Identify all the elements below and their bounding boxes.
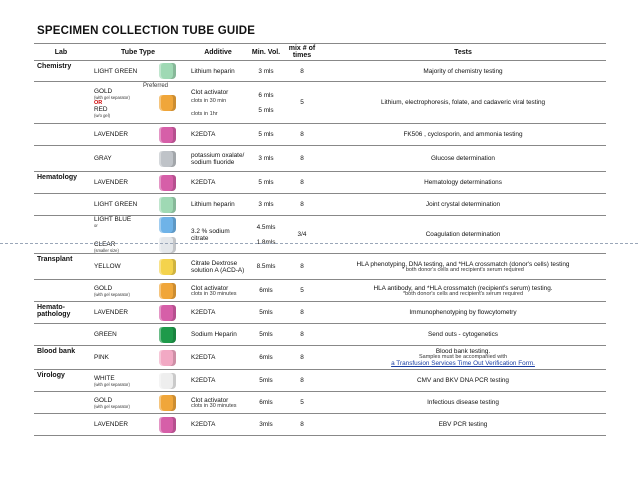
or-label: OR <box>94 99 103 106</box>
tube-type-cell <box>88 254 146 280</box>
tests-text: Immunophenotyping by flowcytometry <box>409 309 517 316</box>
min-vol-cell <box>248 370 284 392</box>
tube-cap-cell <box>146 370 188 392</box>
min-vol-cell <box>248 194 284 216</box>
tube-cap-cell <box>146 216 188 254</box>
divider-line <box>0 243 638 244</box>
additive-name: potassium oxalate/ sodium fluoride <box>191 151 245 166</box>
tests-cell <box>320 392 606 414</box>
tube-cap-cell <box>146 324 188 346</box>
tube-cap-cell <box>146 61 188 82</box>
additive-note: clots in 30 minutes <box>191 290 237 297</box>
tube-cap-icon <box>159 350 176 366</box>
tube-cap-icon <box>159 151 176 167</box>
additive-name: Lithium heparin <box>191 67 235 75</box>
table-row <box>34 346 606 370</box>
tests-text: FK506 , cyclosporin, and ammonia testing <box>403 131 523 138</box>
tube-type-cell <box>88 216 146 254</box>
additive-cell <box>188 370 248 392</box>
verification-form-link[interactable]: a Transfusion Services Time Out Verification Form. <box>391 360 535 367</box>
additive-name: Citrate Dextrose solution A (ACD-A) <box>191 259 245 274</box>
tests-text: Hematology determinations <box>424 179 502 186</box>
tests-text: CMV and BKV DNA PCR testing <box>417 377 509 384</box>
tests-text: EBV PCR testing <box>438 421 488 428</box>
tube-cap-icon <box>159 63 176 79</box>
tests-note: *both donor's cells and recipient's serum required <box>402 290 524 297</box>
tests-cell <box>320 82 606 124</box>
lab-cell <box>34 194 88 216</box>
tube-sub-note: (w/o gel) <box>94 112 111 118</box>
tube-type-cell <box>88 82 168 124</box>
min-vol-value: 3 mls <box>258 67 274 75</box>
table-row <box>34 216 606 254</box>
header-tests: Tests <box>320 44 606 61</box>
tube-type-cell <box>88 124 146 146</box>
table-row <box>34 280 606 302</box>
min-vol-cell <box>248 61 284 82</box>
lab-cell <box>34 146 88 172</box>
lab-cell: Hematology <box>34 172 88 194</box>
tests-text: Infectious disease testing <box>427 399 499 406</box>
tests-cell <box>320 302 606 324</box>
header-additive: Additive <box>188 44 248 61</box>
tests-cell <box>320 194 606 216</box>
tube-name: YELLOW <box>94 263 121 270</box>
table-body <box>34 61 606 436</box>
tests-text: HLA antibody, and *HLA crossmatch (recipient's serum) testing. <box>373 284 553 292</box>
mix-count-cell: 5 <box>284 280 320 302</box>
table-row <box>34 61 606 82</box>
lab-cell <box>34 324 88 346</box>
tube-cap-icon <box>159 175 176 191</box>
tube-sub-note: (with gel separator) <box>94 381 130 387</box>
lab-cell: Blood bank <box>34 346 88 370</box>
tube-cap-cell <box>146 172 188 194</box>
tests-cell <box>320 61 606 82</box>
tube-type-cell <box>88 280 146 302</box>
tube-sub-note: (with gel separator) <box>94 403 130 409</box>
additive-cell <box>188 194 248 216</box>
tube-cap-cell <box>146 414 188 436</box>
tube-sub-note: (with gel separator) <box>94 94 130 100</box>
mix-count-cell: 8 <box>284 370 320 392</box>
tube-cap-icon <box>159 259 176 275</box>
lab-cell <box>34 82 88 124</box>
tube-cap-icon <box>159 95 176 111</box>
tests-cell <box>320 124 606 146</box>
tube-name: LAVENDER <box>94 131 128 138</box>
header-tube-type: Tube Type <box>88 44 188 61</box>
min-vol-value: 5 mls <box>258 131 274 138</box>
tube-name: LIGHT GREEN <box>94 67 138 75</box>
tests-cell <box>320 254 606 280</box>
tube-cap-cell <box>146 146 188 172</box>
tube-cap-cell <box>146 124 188 146</box>
additive-cell <box>188 392 248 414</box>
additive-note: clots in 30 min <box>191 97 227 104</box>
min-vol-cell <box>248 82 284 124</box>
table-row <box>34 414 606 436</box>
tests-note: Samples must be accompanied with <box>418 354 508 360</box>
min-vol-cell <box>248 302 284 324</box>
tube-cap-icon <box>159 373 176 389</box>
min-vol-cell <box>248 392 284 414</box>
tube-type-cell <box>88 392 146 414</box>
mix-count-cell: 8 <box>284 346 320 370</box>
header-row <box>34 44 606 61</box>
tube-type-cell <box>88 302 146 324</box>
additive-cell <box>188 172 248 194</box>
min-vol-cell <box>248 146 284 172</box>
min-vol-value: 3mls <box>259 421 273 428</box>
table-row <box>34 370 606 392</box>
tube-cap-icon <box>159 417 176 433</box>
tube-cap-icon <box>159 197 176 213</box>
tests-cell <box>320 346 606 370</box>
table-row <box>34 254 606 280</box>
tube-type-cell <box>88 61 146 82</box>
mix-count-cell: 3/4 <box>284 216 320 254</box>
min-vol-value: 8.5mls <box>256 263 276 270</box>
mix-count-cell: 5 <box>284 392 320 414</box>
tests-cell <box>320 216 606 254</box>
min-vol-cell <box>248 324 284 346</box>
tube-type-cell <box>88 370 146 392</box>
tube-name: LAVENDER <box>94 179 128 186</box>
tube-type-cell <box>88 194 146 216</box>
table-row <box>34 82 606 124</box>
tube-name: LIGHT BLUE <box>94 216 132 223</box>
mix-count-cell: 8 <box>284 172 320 194</box>
min-vol-value: 6mls <box>259 287 273 294</box>
tube-name: PINK <box>94 354 109 361</box>
additive-name: Clot activator <box>191 396 229 404</box>
lab-cell: Virology <box>34 370 88 392</box>
min-vol-cell <box>248 216 284 254</box>
additive-name: Clot activator <box>191 284 229 292</box>
additive-cell <box>188 124 248 146</box>
min-vol-value: 6mls <box>259 354 273 361</box>
tube-type-cell <box>88 346 146 370</box>
min-vol-value: 5 mls <box>258 106 274 114</box>
additive-name: Lithium heparin <box>191 201 235 208</box>
tube-cap-cell <box>146 392 188 414</box>
lab-cell: Hemato-pathology <box>34 302 88 324</box>
tube-or-note: or <box>94 223 98 228</box>
tube-type-cell <box>88 172 146 194</box>
tests-text: Lithium, electrophoresis, folate, and cadaveric viral testing <box>380 99 546 106</box>
tube-cap-icon <box>159 395 176 411</box>
tube-cap-icon <box>159 305 176 321</box>
additive-cell <box>188 216 248 254</box>
tube-cap-cell <box>146 346 188 370</box>
additive-name: K2EDTA <box>191 309 216 316</box>
tube-name: LIGHT GREEN <box>94 201 138 208</box>
min-vol-value: 5mls <box>259 309 273 316</box>
min-vol-value: 5 mls <box>258 179 274 186</box>
table-row <box>34 172 606 194</box>
table-row <box>34 392 606 414</box>
tube-cap-icon <box>159 217 176 233</box>
tube-sub-note: (with gel separator) <box>94 291 130 297</box>
tests-note: * both donor's cells and recipient's serum required <box>402 266 524 273</box>
min-vol-cell <box>248 414 284 436</box>
lab-cell <box>34 216 88 254</box>
additive-note: clots in 30 minutes <box>191 402 237 409</box>
tube-name: GRAY <box>94 155 112 162</box>
tube-name: GOLD <box>94 284 113 292</box>
additive-note: clots in 1hr <box>191 110 218 117</box>
tests-cell <box>320 172 606 194</box>
additive-cell <box>188 324 248 346</box>
tube-cap-cell <box>146 280 188 302</box>
tests-text: Coagulation determination <box>425 231 501 238</box>
min-vol-value: 4.5mls <box>256 223 276 231</box>
min-vol-cell <box>248 346 284 370</box>
preferred-label: Preferred <box>142 83 168 89</box>
additive-cell <box>188 254 248 280</box>
tube-name: WHITE <box>94 374 115 382</box>
header-mix: mix # of times <box>284 44 320 61</box>
additive-name: 3.2 % sodium citrate <box>191 227 230 242</box>
tube-name: GOLD <box>94 396 113 404</box>
min-vol-value: 3 mls <box>258 155 274 162</box>
tube-name: LAVENDER <box>94 309 128 316</box>
additive-cell <box>188 302 248 324</box>
additive-name: Clot activator <box>191 88 229 96</box>
mix-count-cell: 8 <box>284 324 320 346</box>
tube-name: GREEN <box>94 331 117 338</box>
tube-sub-note: (smaller size) <box>94 248 119 253</box>
tube-type-cell <box>88 146 146 172</box>
table-row <box>34 302 606 324</box>
min-vol-value: 1.8mls <box>256 238 276 246</box>
header-min-vol: Min. Vol. <box>248 44 284 61</box>
header-lab: Lab <box>34 44 88 61</box>
min-vol-cell <box>248 254 284 280</box>
tests-cell <box>320 280 606 302</box>
mix-count-cell: 8 <box>284 414 320 436</box>
tube-cap-icon <box>159 327 176 343</box>
lab-cell: Transplant <box>34 254 88 280</box>
additive-name: K2EDTA <box>191 377 216 384</box>
tube-cap-icon <box>159 237 176 253</box>
tube-guide-table <box>34 43 606 436</box>
tube-cap-icon <box>159 127 176 143</box>
additive-name: K2EDTA <box>191 131 216 138</box>
min-vol-cell <box>248 124 284 146</box>
min-vol-value: 6mls <box>259 399 273 406</box>
additive-name: K2EDTA <box>191 179 216 186</box>
table-row <box>34 194 606 216</box>
tube-name-alt: CLEAR <box>94 241 116 248</box>
page-title: SPECIMEN COLLECTION TUBE GUIDE <box>37 25 256 37</box>
mix-count-cell: 8 <box>284 254 320 280</box>
tests-cell <box>320 146 606 172</box>
tests-cell <box>320 414 606 436</box>
mix-count-cell: 8 <box>284 194 320 216</box>
mix-count-cell: 8 <box>284 124 320 146</box>
tube-cap-cell <box>146 254 188 280</box>
tests-text: HLA phenotyping, DNA testing, and *HLA crossmatch (donor's cells) testing <box>356 260 570 268</box>
tests-text: Send outs - cytogenetics <box>428 331 498 338</box>
min-vol-value: 5mls <box>259 331 273 338</box>
tests-text: Blood bank testing. <box>435 348 491 355</box>
additive-name: K2EDTA <box>191 421 216 428</box>
lab-cell <box>34 392 88 414</box>
tube-cap-icon <box>159 283 176 299</box>
additive-cell <box>188 280 248 302</box>
tube-cap-cell <box>146 302 188 324</box>
tube-name: GOLD <box>94 87 113 95</box>
lab-cell <box>34 280 88 302</box>
min-vol-cell <box>248 280 284 302</box>
additive-cell <box>188 414 248 436</box>
additive-name: Sodium Heparin <box>191 331 237 338</box>
mix-count-cell: 8 <box>284 61 320 82</box>
mix-count-cell: 5 <box>284 82 320 124</box>
lab-cell: Chemistry <box>34 61 88 82</box>
min-vol-value: 3 mls <box>258 201 274 208</box>
additive-cell <box>188 346 248 370</box>
table-row <box>34 324 606 346</box>
tube-type-cell <box>88 324 146 346</box>
tube-type-cell <box>88 414 146 436</box>
min-vol-cell <box>248 172 284 194</box>
tests-text: Majority of chemistry testing <box>423 67 503 75</box>
tests-text: Glucose determination <box>431 155 495 162</box>
table-row <box>34 146 606 172</box>
additive-cell <box>188 146 248 172</box>
min-vol-value: 5mls <box>259 377 273 384</box>
table-row <box>34 124 606 146</box>
additive-cell <box>188 82 248 124</box>
tests-cell <box>320 324 606 346</box>
min-vol-value: 6 mls <box>258 91 274 99</box>
mix-count-cell: 8 <box>284 146 320 172</box>
lab-cell <box>34 414 88 436</box>
tests-text: Joint crystal determination <box>425 201 501 208</box>
tests-cell <box>320 370 606 392</box>
additive-name: K2EDTA <box>191 354 216 361</box>
lab-cell <box>34 124 88 146</box>
additive-cell <box>188 61 248 82</box>
mix-count-cell: 8 <box>284 302 320 324</box>
tube-name: LAVENDER <box>94 421 128 428</box>
tube-cap-cell <box>146 194 188 216</box>
tube-name-alt: RED <box>94 105 108 113</box>
